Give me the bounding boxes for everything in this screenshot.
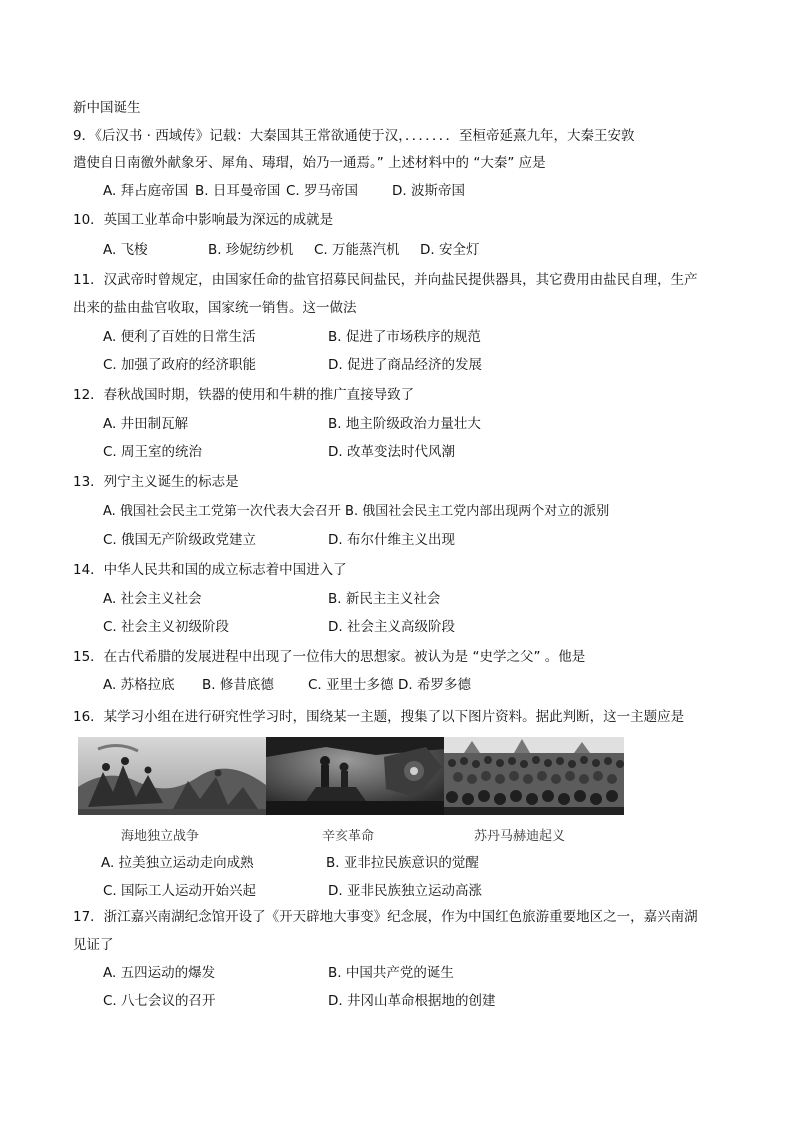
q14-option-b: B. 新民主主义社会 — [328, 591, 441, 607]
q16-caption-1: 海地独立战争 — [121, 829, 200, 844]
q16-option-b: B. 亚非拉民族意识的觉醒 — [326, 855, 479, 871]
q17-option-d: D. 井冈山革命根据地的创建 — [328, 993, 496, 1009]
q11-stem-line1: 11．汉武帝时曾规定，由国家任命的盐官招募民间盐民，并向盐民提供器具，其它费用由盐民自理，生产 — [73, 272, 698, 288]
q10-option-c: C. 万能蒸汽机 — [314, 242, 400, 258]
q16-option-c: C. 国际工人运动开始兴起 — [103, 883, 257, 899]
q16-photo-strip — [78, 737, 626, 815]
q17-option-a: A. 五四运动的爆发 — [103, 965, 216, 981]
q9-option-a: A. 拜占庭帝国 — [103, 183, 189, 199]
q10-option-a: A. 飞梭 — [103, 242, 148, 258]
q16-stem: 16．某学习小组在进行研究性学习时，围绕某一主题，搜集了以下图片资料。据此判断，这一主题应是 — [73, 709, 685, 725]
q11-option-c: C. 加强了政府的经济职能 — [103, 357, 257, 373]
q15-option-b: B. 修昔底德 — [202, 677, 274, 693]
q16-option-a: A. 拉美独立运动走向成熟 — [101, 855, 254, 871]
q10-option-b: B. 珍妮纺纱机 — [208, 242, 294, 258]
q10-stem: 10．英国工业革命中影响最为深远的成就是 — [73, 212, 334, 228]
carryover-line: 新中国诞生 — [73, 100, 141, 116]
q17-option-b: B. 中国共产党的诞生 — [328, 965, 454, 981]
q9-option-d: D. 波斯帝国 — [392, 183, 465, 199]
q15-stem: 15．在古代希腊的发展进程中出现了一位伟大的思想家。被认为是 “史学之父” 。他是 — [73, 649, 586, 665]
xinhai-revolution-photo — [266, 737, 444, 815]
mahdi-uprising-photo — [444, 737, 624, 815]
q13-option-d: D. 布尔什维主义出现 — [328, 532, 455, 548]
q16-option-d: D. 亚非民族独立运动高涨 — [328, 883, 482, 899]
q16-caption-2: 辛亥革命 — [322, 829, 375, 844]
q9-stem-line2: 遣使自日南徼外献象牙、犀角、瑇瑁，始乃一通焉。” 上述材料中的 “大秦” 应是 — [73, 155, 546, 171]
q12-stem: 12．春秋战国时期，铁器的使用和牛耕的推广直接导致了 — [73, 387, 415, 403]
q15-option-d: D. 希罗多德 — [398, 677, 471, 693]
q11-option-b: B. 促进了市场秩序的规范 — [328, 329, 481, 345]
q15-option-a: A. 苏格拉底 — [103, 677, 175, 693]
q9-stem-line1: 9．《后汉书 · 西域传》记载：大秦国其王常欲通使于汉，．．．．．．．至桓帝延熹九年，大秦王安敦 — [73, 128, 635, 144]
q13-stem: 13．列宁主义诞生的标志是 — [73, 474, 239, 490]
q15-option-c: C. 亚里士多德 — [308, 677, 394, 693]
q14-option-d: D. 社会主义高级阶段 — [328, 619, 455, 635]
q10-option-d: D. 安全灯 — [420, 242, 480, 258]
q12-option-a: A. 井田制瓦解 — [103, 416, 189, 432]
q9-option-b: B. 日耳曼帝国 — [195, 183, 281, 199]
q16-caption-3: 苏丹马赫迪起义 — [474, 829, 566, 844]
q11-option-a: A. 便利了百姓的日常生活 — [103, 329, 256, 345]
haiti-war-photo — [78, 737, 266, 815]
q9-option-c: C. 罗马帝国 — [286, 183, 359, 199]
q17-stem-line1: 17．浙江嘉兴南湖纪念馆开设了《开天辟地大事变》纪念展，作为中国红色旅游重要地区之一，嘉兴南湖 — [73, 909, 698, 925]
q17-option-c: C. 八七会议的召开 — [103, 993, 216, 1009]
q14-option-a: A. 社会主义社会 — [103, 591, 202, 607]
q11-option-d: D. 促进了商品经济的发展 — [328, 357, 482, 373]
q12-option-c: C. 周王室的统治 — [103, 444, 203, 460]
q14-option-c: C. 社会主义初级阶段 — [103, 619, 230, 635]
q12-option-b: B. 地主阶级政治力量壮大 — [328, 416, 481, 432]
q13-option-c: C. 俄国无产阶级政党建立 — [103, 532, 257, 548]
q17-stem-line2: 见证了 — [73, 937, 114, 953]
q11-stem-line2: 出来的盐由盐官收取，国家统一销售。这一做法 — [73, 300, 357, 316]
q12-option-d: D. 改革变法时代风潮 — [328, 444, 455, 460]
q14-stem: 14．中华人民共和国的成立标志着中国进入了 — [73, 562, 347, 578]
q13-option-ab: A. 俄国社会民主工党第一次代表大会召开 B. 俄国社会民主工党内部出现两个对立的派别 — [103, 504, 610, 519]
